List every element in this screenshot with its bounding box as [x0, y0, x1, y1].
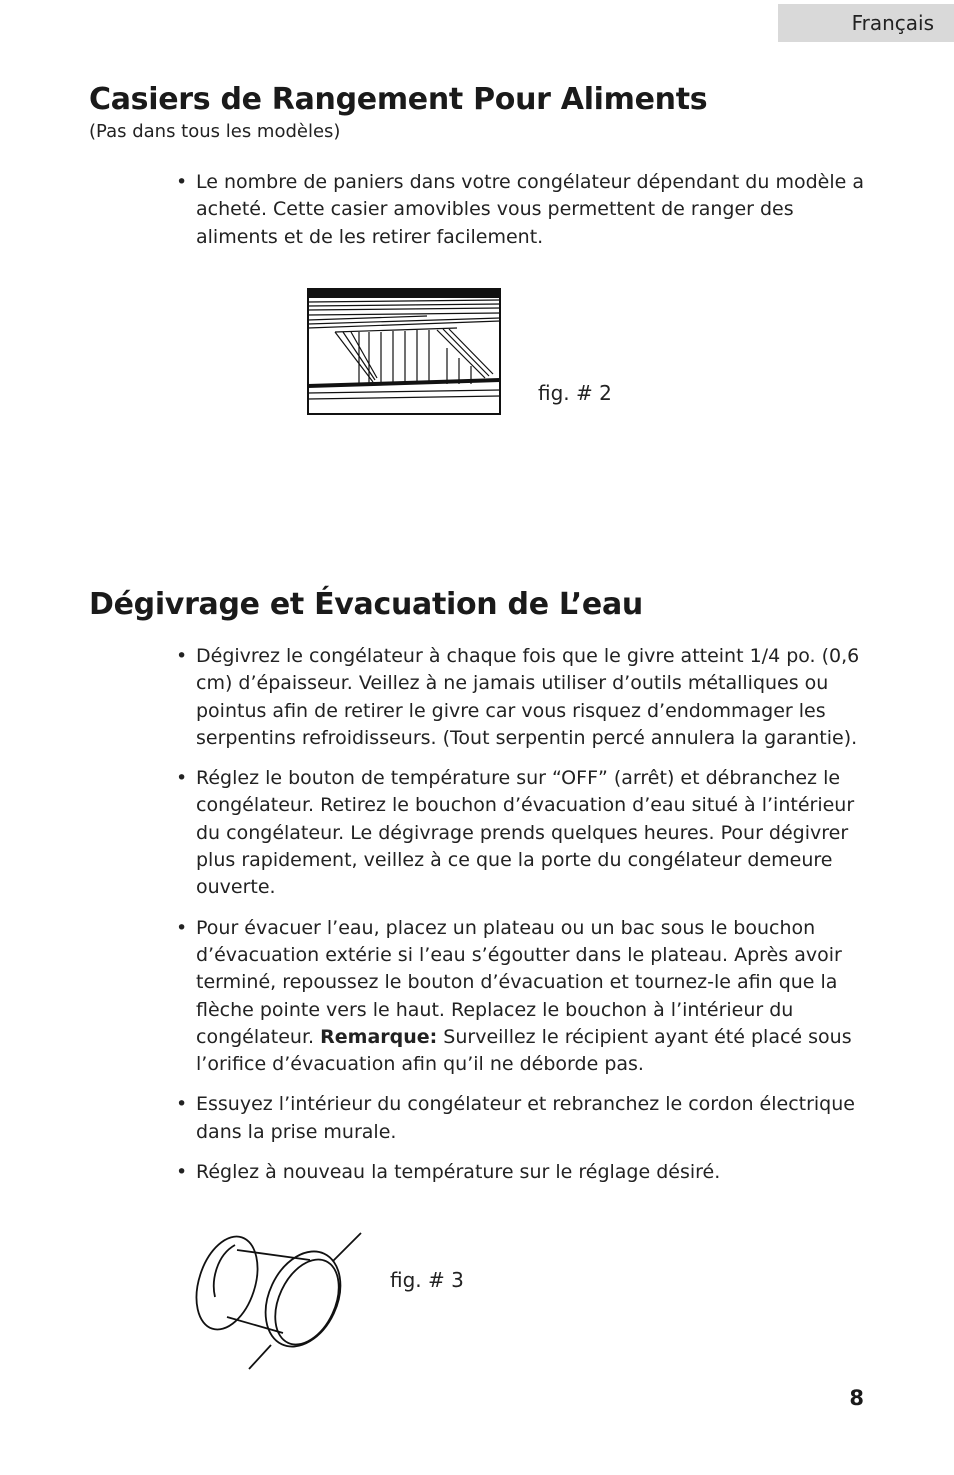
- list-item-text: Surveillez le récipient ayant été placé sous l’orifice d’évacuation afin qu’il ne déborde pas.: [196, 1025, 852, 1076]
- figure-caption: fig. # 3: [390, 1268, 464, 1292]
- section-subtitle: (Pas dans tous les modèles): [89, 121, 341, 142]
- list-item: • Réglez à nouveau la température sur le réglage désiré.: [176, 1159, 876, 1186]
- list-item: • Essuyez l’intérieur du congélateur et rebranchez le cordon électrique dans la prise murale.: [176, 1091, 876, 1146]
- defrosting-list: [176, 643, 876, 1186]
- note-label: Remarque:: [320, 1025, 438, 1048]
- section-title-food-baskets: Casiers de Rangement Pour Aliments: [89, 82, 708, 117]
- list-item: • Réglez le bouton de température sur “OFF” (arrêt) et débranchez le congélateur. Retirez le bouchon d’évacuation d’eau situé à l’intérieur du congélateur. Le dégivrage prends quelques heures. Pour dégivrer plus rapidement, veillez à ce que la porte du congélateur demeure ouverte.: [176, 765, 876, 901]
- list-item: • Le nombre de paniers dans votre congélateur dépendant du modèle a acheté. Cette casier amovibles vous permettent de ranger des aliments et de les retirer facilement.: [176, 169, 876, 251]
- page-number: 8: [849, 1386, 864, 1410]
- language-tab: Français: [778, 4, 954, 42]
- list-item-text: Pour évacuer l’eau, placez un plateau ou un bac sous le bouchon d’évacuation extérie si l’eau s’égoutter dans le plateau. Après avoir terminé, repoussez le bouton d’évacuation et tournez-le afin que la flèche pointe vers le haut. Replacez le bouchon à l’intérieur du congélateur.: [196, 916, 842, 1048]
- food-baskets-list: [176, 169, 876, 251]
- list-item: • Dégivrez le congélateur à chaque fois que le givre atteint 1/4 po. (0,6 cm) d’épaisseur. Veillez à ne jamais utiliser d’outils métalliques ou pointus afin de retirer le givre car vous risquez d’endommager les serpentins refroidisseurs. (Tout serpentin percé annulera la garantie).: [176, 643, 876, 752]
- freezer-basket-illustration-icon: [307, 288, 501, 416]
- drain-plug-illustration-icon: [185, 1225, 370, 1375]
- list-item: [176, 915, 876, 1079]
- figure-caption: fig. # 2: [538, 381, 612, 405]
- section-title-defrosting: Dégivrage et Évacuation de L’eau: [89, 587, 643, 622]
